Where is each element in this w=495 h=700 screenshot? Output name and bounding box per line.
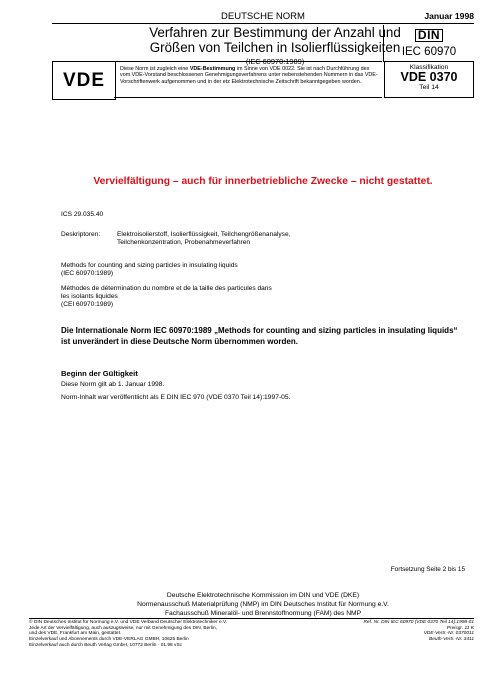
footer-left-5: Einzelverkauf auch durch Beuth Verlag GmbH, 10772 Berlin · 01.98 vSc xyxy=(29,642,183,648)
deskriptoren-line-2: Teilchenkonzentration, Probenahmeverfahren xyxy=(117,239,251,246)
footer-left-2: Jede Art der Vervielfältigung, auch auszugsweise, nur mit Genehmigung des DIN, Berlin, xyxy=(29,625,217,631)
klassifikation-box xyxy=(384,61,474,98)
note-bold: VDE-Bestimmung xyxy=(189,66,236,72)
footer-right-3: VDE-Vertr.-Nr. 0370011 xyxy=(423,631,474,637)
norm-label: DEUTSCHE NORM xyxy=(221,11,305,22)
note-pre: Diese Norm ist zugleich eine xyxy=(120,66,190,72)
footer-right-4: Beuth-Vertr.-Nr. 3411 xyxy=(429,637,474,643)
english-title-line-1: Methods for counting and sizing particles in insulating liquids xyxy=(61,262,238,269)
title-line-1: Verfahren zur Bestimmung der Anzahl und xyxy=(149,25,401,40)
title-sub: (IEC 60970:1989) xyxy=(245,57,305,66)
din-logo: DIN xyxy=(415,29,443,42)
footer-reference xyxy=(324,620,474,643)
deskriptoren-text xyxy=(117,231,357,247)
dke-line-1: Deutsche Elektrotechnische Kommission im DIN und VDE (DKE) xyxy=(166,592,360,599)
footer-divider xyxy=(29,618,474,619)
note-post: im Sinne von VDE 0022. Sie ist nach Durchführung des vom VDE-Vorstand beschlossenen Genehmigungsverfahrens unter nebenstehenden Nummern in das VDE-Vorschriftenwerk aufgenommen und in der etz Elektrotechnische Zeitschrift bekanntgegeben worden. xyxy=(120,66,378,85)
french-title xyxy=(61,285,321,309)
vde-note xyxy=(114,61,382,98)
dke-line-2: Normenausschuß Materialprüfung (NMP) im DIN Deutsches Institut für Normung e.V. xyxy=(137,600,389,608)
deskriptoren-line-1: Elektroisolierstoff, Isolierflüssigkeit, Teilchengrößenanalyse, xyxy=(117,231,291,238)
french-title-line-1: Méthodes de détermination du nombre et de la taille des particules dans xyxy=(61,285,272,292)
copy-notice: Vervielfältigung – auch für innerbetriebliche Zwecke – nicht gestattet. xyxy=(93,176,433,187)
footer-right-2: Preisgr. 11 K xyxy=(446,625,474,631)
continuation-note: Fortsetzung Seite 2 bis 15 xyxy=(390,566,465,573)
top-bar xyxy=(52,11,474,24)
gueltigkeit-heading: Beginn der Gültigkeit xyxy=(61,369,138,378)
international-statement: Die Internationale Norm IEC 60970:1989 „Methods for counting and sizing particles in insulating liquids“ ist unverändert in diese Deutsche Norm übernommen worden. xyxy=(61,326,458,346)
footer-copyright xyxy=(29,620,359,649)
gueltigkeit-line-1: Diese Norm gilt ab 1. Januar 1998. xyxy=(61,381,165,388)
french-title-line-3: (CEI 60970:1989) xyxy=(61,301,114,308)
footer-left-3: und des VDE, Frankfurt am Main, gestattet. xyxy=(29,631,122,637)
deskriptoren-label: Deskriptoren: xyxy=(61,231,101,238)
klassifikation-label: Klassifikation xyxy=(409,64,449,71)
ics-code: ICS 29.035.40 xyxy=(61,211,104,218)
footer-right-1: Ref. Nr. DIN IEC 60970 (VDE 0370 Teil 14):1998-01 xyxy=(363,620,474,625)
din-box xyxy=(383,25,474,62)
issue-date: Januar 1998 xyxy=(424,11,474,21)
dke-committee xyxy=(52,592,474,618)
english-title xyxy=(61,262,321,278)
klassifikation-teil: Teil 14 xyxy=(419,84,439,91)
document-header xyxy=(52,25,474,126)
dke-line-3: Fachausschuß Mineralöl- und Brennstoffnormung (FAM) des NMP xyxy=(164,609,362,617)
french-title-line-2: les isolants liquides xyxy=(61,293,118,300)
klassifikation-number: VDE 0370 xyxy=(400,70,458,84)
title-line-2: Größen von Teilchen in Isolierflüssigkeiten xyxy=(149,40,401,55)
footer-left-1: © DIN Deutsches Institut für Normung e.V. und VDE Verband Deutscher Elektrotechniker e.V. xyxy=(29,620,228,625)
gueltigkeit-line-2: Norm-Inhalt war veröffentlicht als E DIN IEC 970 (VDE 0370 Teil 14):1997-05. xyxy=(61,394,291,401)
vde-logo: VDE xyxy=(52,61,116,100)
footer-left-4: Einzelverkauf und Abonnements durch VDE-VERLAG GMBH, 10625 Berlin xyxy=(29,637,189,643)
english-title-line-2: (IEC 60970:1989) xyxy=(61,270,114,277)
din-number: IEC 60970 xyxy=(401,46,457,58)
